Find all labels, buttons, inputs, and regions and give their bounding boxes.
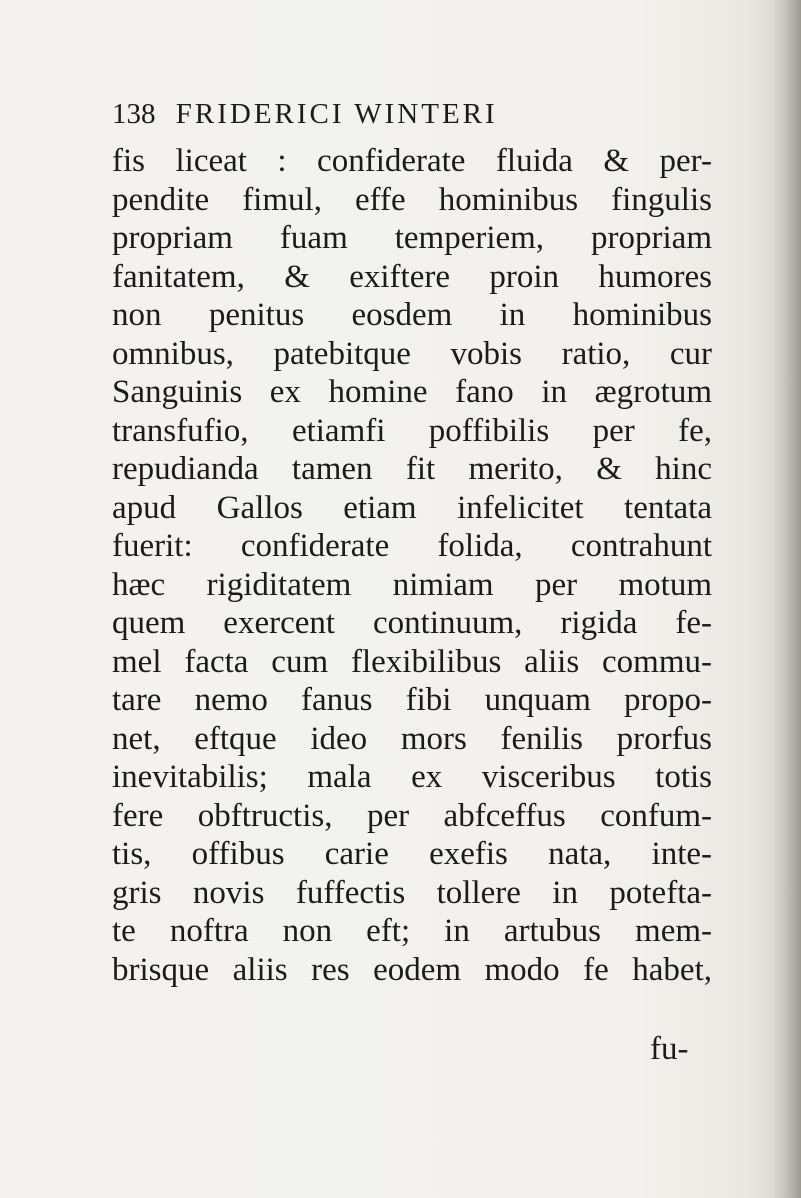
text-line: fere obftructis, per abfceffus confum- (112, 797, 712, 834)
text-line: gris novis fuffectis tollere in potefta- (112, 874, 712, 911)
text-line: non penitus eosdem in hominibus (112, 297, 712, 333)
text-line: hæc rigiditatem nimiam per motum (112, 566, 712, 603)
text-line: pendite fimul, effe hominibus fingulis (112, 181, 712, 218)
text-line: fanitatem, & exiftere proin humores (112, 258, 712, 295)
text-line: repudianda tamen fit merito, & hinc (112, 451, 712, 487)
running-header (112, 94, 652, 134)
text-line: apud Gallos etiam infelicitet tentata (112, 489, 712, 526)
catchword: fu- (650, 1031, 689, 1067)
text-line: tis, offibus carie exefis nata, inte- (112, 836, 712, 872)
text-line: te noftra non eft; in artubus mem- (112, 913, 712, 949)
text-line: transfufio, etiamfi poffibilis per fe, (112, 412, 712, 449)
body-text (112, 142, 712, 989)
text-line: fis liceat : confiderate fluida & per- (112, 143, 712, 179)
text-line: quem exercent continuum, rigida fe- (112, 605, 712, 641)
text-line: brisque aliis res eodem modo fe habet, (112, 951, 712, 988)
text-line: tare nemo fanus fibi unquam propo- (112, 682, 712, 718)
text-line: mel facta cum flexibilibus aliis commu- (112, 643, 712, 680)
text-line: inevitabilis; mala ex visceribus totis (112, 759, 712, 795)
text-line: propriam fuam temperiem, propriam (112, 220, 712, 256)
running-title: FRIDERICI WINTERI (175, 98, 498, 130)
text-line: net, eftque ideo mors fenilis prorfus (112, 720, 712, 757)
text-line: fuerit: confiderate folida, contrahunt (112, 528, 712, 564)
text-line: omnibus, patebitque vobis ratio, cur (112, 335, 712, 372)
page-number: 138 (112, 98, 156, 130)
text-line: Sanguinis ex homine fano in ægrotum (112, 374, 712, 410)
page-edge-shadow (773, 0, 801, 1198)
